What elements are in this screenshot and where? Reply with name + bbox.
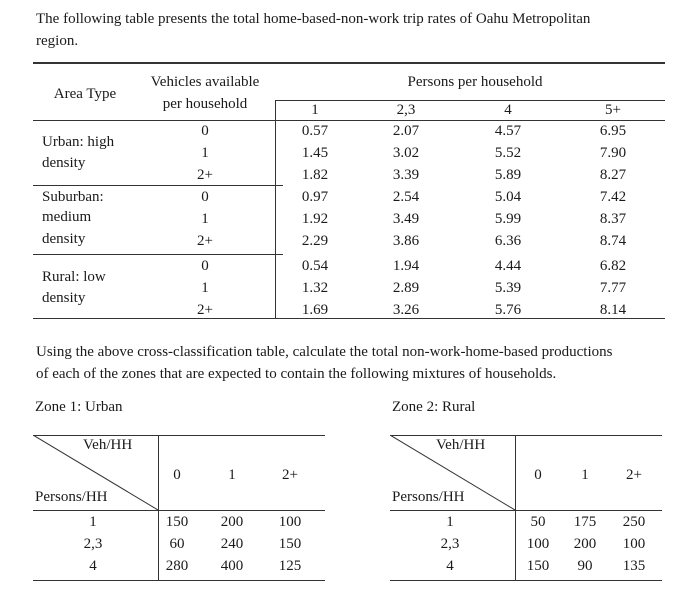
table-rule	[33, 185, 283, 186]
vehicles-cell: 2+	[197, 233, 213, 249]
zone-col-header: 0	[534, 467, 542, 483]
table-rule	[390, 580, 662, 581]
rate-cell: 7.77	[599, 280, 627, 296]
header-area-type: Area Type	[53, 86, 117, 102]
rate-cell: 2.54	[392, 189, 420, 205]
vehicles-cell: 2+	[197, 167, 213, 183]
header-persons: Persons per household	[407, 74, 543, 90]
zone-cell: 100	[526, 536, 550, 552]
rate-cell: 2.89	[392, 280, 420, 296]
table-rule	[275, 100, 665, 101]
rate-cell: 6.95	[599, 123, 627, 139]
zone-cell: 60	[169, 536, 185, 552]
corner-veh-hh: Veh/HH	[83, 437, 133, 453]
rate-cell: 3.02	[392, 145, 420, 161]
table-rule	[33, 580, 325, 581]
rate-cell: 4.57	[494, 123, 522, 139]
vehicles-cell: 1	[201, 211, 209, 227]
rate-cell: 5.89	[494, 167, 522, 183]
rate-cell: 0.57	[301, 123, 329, 139]
zone-cell: 240	[220, 536, 244, 552]
zone-row-label: 2,3	[440, 536, 460, 552]
table-rule	[33, 510, 325, 511]
zone-row-label: 1	[446, 514, 454, 530]
zone-col-header: 2+	[282, 467, 298, 483]
zone-cell: 150	[526, 558, 550, 574]
rate-cell: 5.76	[494, 302, 522, 318]
rate-cell: 1.94	[392, 258, 420, 274]
zone-row-label: 4	[89, 558, 97, 574]
rate-cell: 5.04	[494, 189, 522, 205]
question-line-1: Using the above cross-classification table, calculate the total non-work-home-based productions	[36, 344, 613, 360]
area-type-label: density	[42, 231, 86, 247]
person-col-header: 4	[504, 102, 512, 118]
rate-cell: 5.99	[494, 211, 522, 227]
zone-cell: 100	[622, 536, 646, 552]
zone-cell: 250	[622, 514, 646, 530]
area-type-label: density	[42, 290, 86, 306]
zone-row-label: 1	[89, 514, 97, 530]
rate-cell: 8.14	[599, 302, 627, 318]
zone-cell: 200	[573, 536, 597, 552]
corner-veh-hh: Veh/HH	[436, 437, 486, 453]
intro-paragraph	[36, 8, 590, 52]
person-col-header: 2,3	[396, 102, 416, 118]
corner-persons-hh: Persons/HH	[392, 489, 465, 505]
area-type-label: Rural: low	[42, 269, 106, 285]
rate-cell: 7.90	[599, 145, 627, 161]
intro-line-1: The following table presents the total home-based-non-work trip rates of Oahu Metropolitan	[36, 11, 591, 27]
zone-cell: 150	[278, 536, 302, 552]
zone-row-label: 2,3	[83, 536, 103, 552]
rate-cell: 4.44	[494, 258, 522, 274]
zone-cell: 280	[165, 558, 189, 574]
zone-cell: 90	[577, 558, 593, 574]
vehicles-cell: 1	[201, 145, 209, 161]
rate-cell: 3.49	[392, 211, 420, 227]
zone-row-label: 4	[446, 558, 454, 574]
zone-cell: 175	[573, 514, 597, 530]
rate-cell: 1.32	[301, 280, 329, 296]
zone-cell: 400	[220, 558, 244, 574]
header-vehicles-line-1: Vehicles available	[150, 74, 260, 90]
vehicles-cell: 0	[201, 258, 209, 274]
rate-cell: 2.07	[392, 123, 420, 139]
area-type-label: Suburban:	[42, 189, 104, 205]
rate-cell: 0.54	[301, 258, 329, 274]
zone-title: Zone 1: Urban	[35, 399, 123, 415]
rate-cell: 1.45	[301, 145, 329, 161]
vehicles-cell: 1	[201, 280, 209, 296]
zone-cell: 200	[220, 514, 244, 530]
area-type-label: density	[42, 155, 86, 171]
question-paragraph	[36, 341, 612, 385]
zone-col-header: 2+	[626, 467, 642, 483]
zone-col-header: 1	[581, 467, 589, 483]
zone-col-header: 1	[228, 467, 236, 483]
zone-cell: 135	[622, 558, 646, 574]
rate-cell: 5.52	[494, 145, 522, 161]
rate-cell: 7.42	[599, 189, 627, 205]
zone-cell: 50	[530, 514, 546, 530]
question-line-2: of each of the zones that are expected to contain the following mixtures of households.	[36, 366, 557, 382]
rate-cell: 8.27	[599, 167, 627, 183]
zone-col-header: 0	[173, 467, 181, 483]
table-rule	[33, 63, 665, 64]
rate-cell: 8.74	[599, 233, 627, 249]
zone-cell: 125	[278, 558, 302, 574]
vehicles-cell: 0	[201, 189, 209, 205]
zone-title: Zone 2: Rural	[392, 399, 476, 415]
area-type-label: medium	[42, 209, 92, 225]
person-col-header: 1	[311, 102, 319, 118]
rate-cell: 3.86	[392, 233, 420, 249]
zone-cell: 150	[165, 514, 189, 530]
vehicles-cell: 2+	[197, 302, 213, 318]
rate-cell: 5.39	[494, 280, 522, 296]
table-rule	[33, 120, 665, 121]
rate-cell: 3.39	[392, 167, 420, 183]
corner-persons-hh: Persons/HH	[35, 489, 108, 505]
table-rule	[390, 510, 662, 511]
intro-line-2: region.	[36, 33, 79, 49]
rate-cell: 2.29	[301, 233, 329, 249]
rate-cell: 6.36	[494, 233, 522, 249]
rate-cell: 1.82	[301, 167, 329, 183]
rate-cell: 1.92	[301, 211, 329, 227]
header-vehicles-line-2: per household	[162, 96, 248, 112]
rate-cell: 8.37	[599, 211, 627, 227]
vehicles-cell: 0	[201, 123, 209, 139]
rate-cell: 1.69	[301, 302, 329, 318]
rate-cell: 3.26	[392, 302, 420, 318]
table-rule	[33, 254, 283, 255]
area-type-label: Urban: high	[42, 134, 115, 150]
zone-cell: 100	[278, 514, 302, 530]
rate-cell: 6.82	[599, 258, 627, 274]
rate-cell: 0.97	[301, 189, 329, 205]
person-col-header: 5+	[605, 102, 621, 118]
